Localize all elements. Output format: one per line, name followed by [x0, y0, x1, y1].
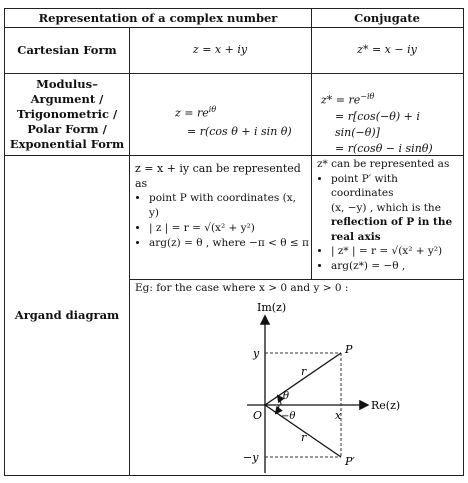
point-p-label: P	[345, 343, 353, 356]
polar-label	[5, 73, 129, 155]
argand-right-bullet-1d: real axis	[331, 230, 381, 243]
argand-right-bullet-1	[331, 172, 461, 245]
cartesian-form: z = x + iy	[192, 43, 248, 56]
argand-right-text	[317, 157, 461, 273]
im-axis-label: Im(z)	[257, 301, 287, 314]
argand-right-bullet-1c: reflection of P in the	[331, 216, 453, 228]
argand-left-intro: z = x + iy can be represented as	[135, 162, 301, 190]
polar-form-line-2: = r(cos θ + i sin θ)	[187, 124, 292, 138]
polar-form-exponent: iθ	[208, 105, 217, 114]
origin-label: O	[253, 409, 263, 422]
r-bottom-label: r	[301, 431, 307, 444]
argand-right-bullet-1a: point P′ with coordinates	[331, 172, 398, 199]
argand-left-bullet-1: • point P with coordinates (x, y)	[149, 191, 309, 221]
vector-op	[265, 353, 341, 405]
argand-right-intro: z* can be represented as	[317, 158, 450, 170]
polar-conj-line-3: = r(cosθ − i sinθ)	[335, 141, 433, 155]
polar-form	[175, 101, 311, 141]
neg-theta-arc	[276, 405, 279, 413]
theta-arc	[278, 396, 281, 405]
polar-form-line-1: z = re	[175, 106, 209, 120]
argand-example-divider	[129, 279, 463, 280]
header-conjugate: Conjugate	[354, 11, 420, 25]
argand-right-bullet-2: • | z* | = r = √(x² + y²)	[331, 244, 461, 259]
argand-right-bullet-1b: (x, −y) , which is the	[331, 201, 441, 214]
polar-conjugate	[321, 89, 461, 157]
argand-diagram	[129, 295, 463, 475]
cartesian-conjugate: z* = x − iy	[357, 43, 417, 56]
argand-left-bullet-2: • | z | = r = √(x² + y²)	[149, 221, 309, 236]
theta-label: θ	[283, 391, 290, 402]
neg-theta-label: −θ	[281, 411, 296, 422]
argand-label: Argand diagram	[14, 308, 120, 322]
y-tick-label: y	[253, 347, 260, 360]
header-representation: Representation of a complex number	[38, 11, 278, 25]
argand-left-text	[135, 161, 309, 251]
r-top-label: r	[301, 365, 307, 378]
argand-left-bullet-3: • arg(z) = θ , where −π < θ ≤ π	[149, 236, 309, 251]
re-axis-label: Re(z)	[371, 399, 401, 412]
argand-example-caption: Eg: for the case where x > 0 and y > 0 :	[135, 282, 349, 294]
polar-label-line-3: Polar Form /	[27, 121, 107, 136]
polar-label-line-2: Trigonometric /	[16, 106, 118, 121]
neg-y-tick-label: −y	[243, 451, 259, 464]
polar-conj-exponent: −iθ	[360, 92, 375, 101]
cartesian-label: Cartesian Form	[17, 42, 117, 57]
polar-conj-line-2: = r[cos(−θ) + i sin(−θ)]	[335, 109, 420, 139]
argand-right-bullet-3: • arg(z*) = −θ ,	[331, 259, 461, 274]
polar-label-line-1: Modulus–Argument /	[30, 76, 104, 106]
complex-number-table	[4, 8, 464, 476]
point-p-prime-label: P′	[345, 455, 355, 468]
x-tick-label: x	[335, 409, 342, 422]
polar-conj-line-1: z* = re	[321, 93, 361, 107]
polar-label-line-4: Exponential Form	[9, 136, 125, 151]
